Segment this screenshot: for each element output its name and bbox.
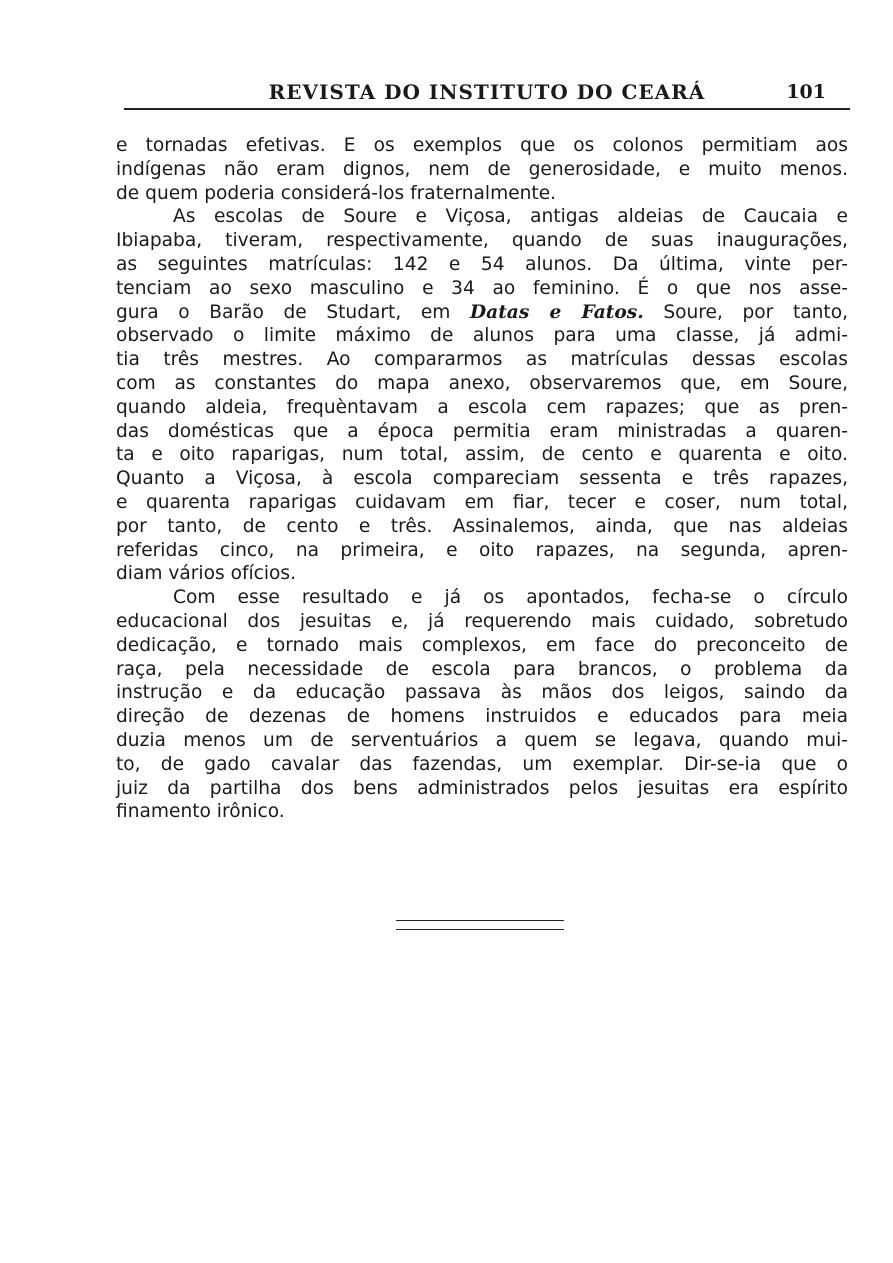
text-line: e quarenta raparigas cuidavam em fiar, tecer e coser, num total, — [116, 491, 848, 513]
text-line: das domésticas que a época permitia eram ministradas a quaren- — [116, 420, 848, 442]
text-line: e tornadas efetivas. E os exemplos que os colonos permitiam aos — [116, 135, 848, 156]
text-line: diam vários ofícios. — [116, 563, 297, 585]
text-line: indígenas não eram dignos, nem de generosidade, e muito menos. — [116, 158, 848, 180]
section-end-double-rule — [396, 920, 564, 930]
text-line: referidas cinco, na primeira, e oito rapazes, na segunda, apren- — [116, 539, 848, 561]
text-line: instrução e da educação passava às mãos dos leigos, saindo da — [116, 682, 848, 704]
text-line: juiz da partilha dos bens administrados pelos jesuitas era espírito — [116, 777, 848, 799]
text-line: educacional dos jesuitas e, já requerendo mais cuidado, sobretudo — [116, 610, 848, 632]
text-line-with-title — [116, 301, 848, 325]
text-line: tenciam ao sexo masculino e 34 ao feminino. É o que nos asse- — [116, 277, 848, 299]
page-number: 101 — [786, 81, 826, 103]
text-line: to, de gado cavalar das fazendas, um exemplar. Dir-se-ia que o — [116, 753, 848, 775]
text-line: duzia menos um de serventuários a quem se legava, quando mui- — [116, 729, 848, 751]
book-title: Datas e Fatos. — [470, 301, 644, 323]
text-line: de quem poderia considerá-los fraternalmente. — [116, 182, 557, 204]
text-run: gura o Barão de Studart, em — [116, 301, 471, 323]
text-line: tia três mestres. Ao compararmos as matrículas dessas escolas — [116, 349, 848, 371]
article-body — [116, 134, 848, 824]
text-line: ta e oito raparigas, num total, assim, de cento e quarenta e oito. — [116, 444, 848, 466]
text-run: Soure, por tanto, — [643, 301, 849, 323]
text-line: as seguintes matrículas: 142 e 54 alunos. Da última, vinte per- — [116, 253, 848, 275]
text-line: direção de dezenas de homens instruidos e educados para meia — [116, 706, 848, 728]
text-line: Com esse resultado e já os apontados, fecha-se o círculo — [173, 587, 848, 609]
text-line: observado o limite máximo de alunos para uma classe, já admi- — [116, 325, 848, 347]
text-line: Quanto a Viçosa, à escola compareciam sessenta e três rapazes, — [116, 468, 848, 490]
text-line: finamento irônico. — [116, 801, 285, 823]
text-line: raça, pela necessidade de escola para brancos, o problema da — [116, 658, 848, 680]
text-line: Ibiapaba, tiveram, respectivamente, quando de suas inaugurações, — [116, 230, 848, 252]
running-header — [124, 80, 850, 110]
text-line: quando aldeia, frequèntavam a escola cem rapazes; que as pren- — [116, 396, 848, 418]
text-line: por tanto, de cento e três. Assinalemos, ainda, que nas aldeias — [116, 515, 848, 537]
text-line: As escolas de Soure e Viçosa, antigas aldeias de Caucaia e — [173, 206, 848, 228]
text-line: com as constantes do mapa anexo, observaremos que, em Soure, — [116, 372, 848, 394]
running-title: REVISTA DO INSTITUTO DO CEARÁ — [268, 80, 706, 104]
text-line: dedicação, e tornado mais complexos, em face do preconceito de — [116, 634, 848, 656]
